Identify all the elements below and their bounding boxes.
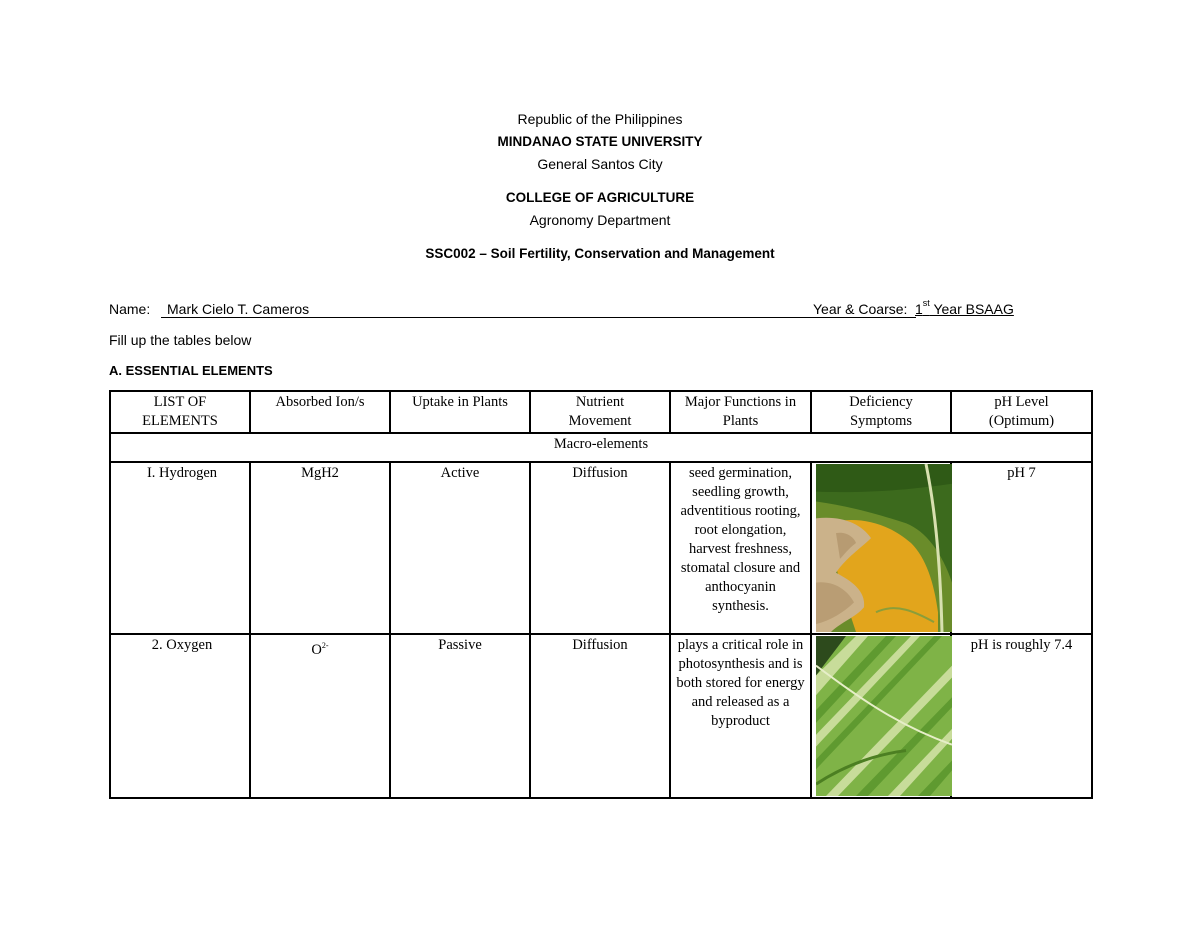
- movement-cell: Diffusion: [530, 634, 670, 798]
- table-row: [110, 634, 1092, 798]
- column-header: pH Level (Optimum): [951, 391, 1092, 433]
- year-number: 1: [915, 301, 923, 317]
- uptake-cell: Passive: [390, 634, 530, 798]
- student-info-row: [109, 298, 1099, 319]
- ion-cell: MgH2: [250, 462, 390, 634]
- column-header: Major Functions in Plants: [670, 391, 811, 433]
- year-label: Year & Coarse:: [813, 301, 908, 317]
- leaf-striped-image: [816, 636, 952, 796]
- year-suffix: st: [922, 298, 930, 308]
- uptake-cell: Active: [390, 462, 530, 634]
- header-department: Agronomy Department: [529, 212, 671, 228]
- deficiency-symptom-cell: [811, 634, 951, 798]
- essential-elements-table: [109, 390, 1093, 799]
- column-header: Deficiency Symptoms: [811, 391, 951, 433]
- header-university: MINDANAO STATE UNIVERSITY: [497, 134, 703, 149]
- column-header: Uptake in Plants: [390, 391, 530, 433]
- ph-cell: pH 7: [951, 462, 1092, 634]
- table-row: [110, 462, 1092, 634]
- column-header: Absorbed Ion/s: [250, 391, 390, 433]
- ion-symbol: O: [311, 641, 322, 658]
- element-cell: I. Hydrogen: [110, 462, 250, 634]
- table-header-row: [110, 391, 1092, 433]
- leaf-necrosis-image: [816, 464, 952, 632]
- name-value: Mark Cielo T. Cameros: [167, 301, 310, 317]
- ion-cell: [250, 634, 390, 798]
- macro-elements-label: Macro-elements: [110, 433, 1092, 462]
- ph-cell: pH is roughly 7.4: [951, 634, 1092, 798]
- header-city: General Santos City: [537, 156, 663, 172]
- table-subheader-row: [110, 433, 1092, 462]
- year-value: [915, 298, 1014, 317]
- element-cell: 2. Oxygen: [110, 634, 250, 798]
- column-header: Nutrient Movement: [530, 391, 670, 433]
- header-college: COLLEGE OF AGRICULTURE: [505, 190, 695, 205]
- header-course: SSC002 – Soil Fertility, Conservation and Management: [425, 246, 775, 261]
- header-republic: Republic of the Philippines: [517, 111, 683, 127]
- name-label: Name:: [109, 301, 151, 317]
- instruction-text: Fill up the tables below: [109, 332, 252, 348]
- column-header: LIST OF ELEMENTS: [110, 391, 250, 433]
- section-title: A. ESSENTIAL ELEMENTS: [109, 363, 273, 378]
- name-field: [161, 301, 916, 318]
- year-course: Year BSAAG: [929, 301, 1014, 317]
- movement-cell: Diffusion: [530, 462, 670, 634]
- ion-charge: 2-: [321, 641, 329, 650]
- functions-cell: plays a critical role in photosynthesis and is both stored for energy and released as a byproduct: [670, 634, 811, 798]
- functions-cell: seed germination, seedling growth, adventitious rooting, root elongation, harvest freshness, stomatal closure and anthocyanin synthesis.: [670, 462, 811, 634]
- deficiency-symptom-cell: [811, 462, 951, 634]
